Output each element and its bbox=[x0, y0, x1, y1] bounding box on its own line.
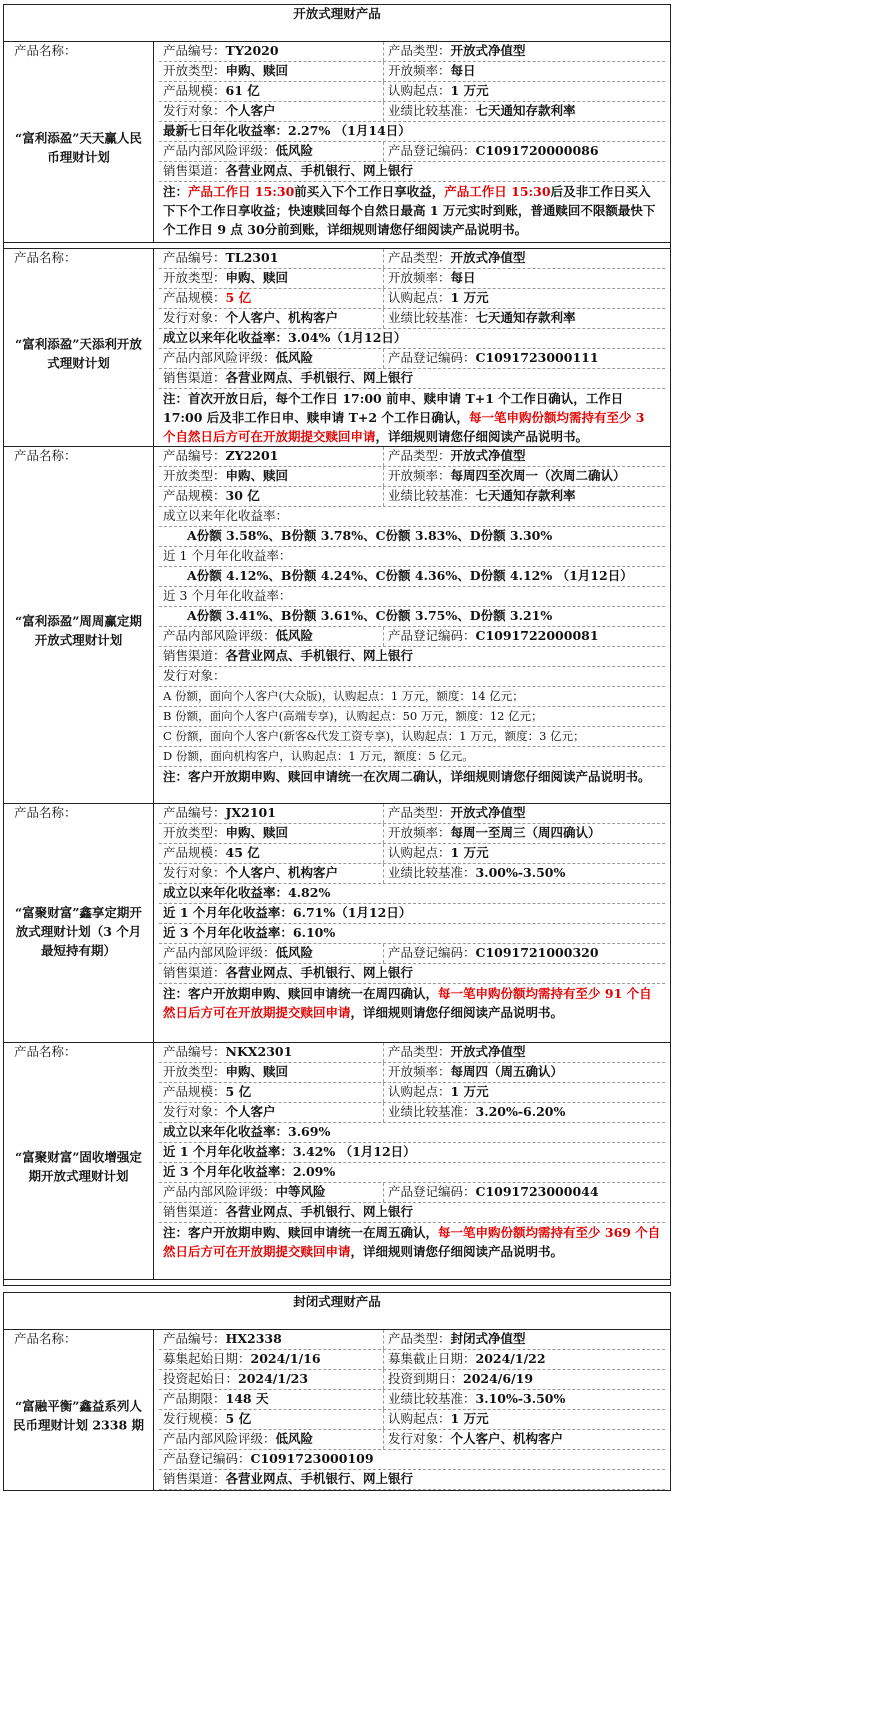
sales-channel: 各营业网点、手机银行、网上银行 bbox=[225, 965, 414, 980]
product-row-tl2301 bbox=[4, 249, 671, 447]
type-label: 产品类型： bbox=[388, 250, 451, 265]
type-label: 产品类型： bbox=[388, 1044, 451, 1059]
product-name: “富利添盈”周周赢定期开放式理财计划 bbox=[15, 613, 142, 648]
note-text: ，详细规则请您仔细阅读产品说明书。 bbox=[350, 1005, 564, 1020]
benchmark: 3.00%-3.50% bbox=[475, 865, 566, 880]
invest-end-date: 2024/6/19 bbox=[463, 1371, 534, 1386]
yield-line: 近 1 个月年化收益率：6.71%（1月12日） bbox=[159, 904, 665, 924]
min-label: 认购起点： bbox=[388, 1084, 451, 1099]
reg-code: C1091721000320 bbox=[475, 945, 599, 960]
bench-label: 业绩比较基准： bbox=[388, 1104, 476, 1119]
yield-label: 近 3 个月年化收益率： bbox=[159, 587, 665, 607]
product-note bbox=[159, 1223, 665, 1261]
invest-start-date: 2024/1/23 bbox=[238, 1371, 309, 1386]
sales-channel: 各营业网点、手机银行、网上银行 bbox=[225, 648, 414, 663]
product-type: 封闭式净值型 bbox=[450, 1331, 526, 1346]
open-type: 申购、赎回 bbox=[225, 1064, 289, 1079]
benchmark: 七天通知存款利率 bbox=[475, 488, 576, 503]
scale-label: 发行规模： bbox=[163, 1411, 226, 1426]
open-type-label: 开放类型： bbox=[163, 1064, 226, 1079]
reg-code: C1091723000109 bbox=[250, 1451, 374, 1466]
code-label: 产品编号： bbox=[163, 1331, 226, 1346]
min-amount: 1 万元 bbox=[450, 1084, 489, 1099]
target-share-d: D 份额，面向机构客户，认购起点：1 万元，额度：5 亿元。 bbox=[159, 747, 665, 767]
product-name: “富融平衡”鑫益系列人民币理财计划 2338 期 bbox=[13, 1398, 144, 1433]
sales-channel: 各营业网点、手机银行、网上银行 bbox=[225, 370, 414, 385]
note-text: ，详细规则请您仔细阅读产品说明书。 bbox=[375, 429, 589, 444]
target-label: 发行对象： bbox=[163, 1104, 226, 1119]
product-code: HX2338 bbox=[225, 1331, 282, 1346]
product-name: “富利添盈”天天赢人民币理财计划 bbox=[15, 130, 142, 165]
product-name-cell bbox=[4, 249, 154, 447]
product-name-label: 产品名称： bbox=[14, 1331, 77, 1346]
closed-section-title: 封闭式理财产品 bbox=[4, 1293, 671, 1330]
note-text: 前买入下个工作日享收益， bbox=[294, 184, 445, 199]
product-code: TY2020 bbox=[225, 43, 279, 58]
target-label: 发行对象： bbox=[163, 865, 226, 880]
scale-label: 产品规模： bbox=[163, 83, 226, 98]
product-row-ty2020 bbox=[4, 42, 671, 243]
yield-line: 成立以来年化收益率：3.04%（1月12日） bbox=[159, 329, 665, 349]
min-label: 认购起点： bbox=[388, 845, 451, 860]
bench-label: 业绩比较基准： bbox=[388, 103, 476, 118]
open-frequency: 每周四至次周一（次周二确认） bbox=[450, 468, 626, 483]
product-scale: 45 亿 bbox=[225, 845, 260, 860]
channel-label: 销售渠道： bbox=[163, 648, 226, 663]
risk-label: 产品内部风险评级： bbox=[163, 945, 276, 960]
term-label: 产品期限： bbox=[163, 1391, 226, 1406]
risk-label: 产品内部风险评级： bbox=[163, 1184, 276, 1199]
product-type: 开放式净值型 bbox=[450, 1044, 526, 1059]
freq-label: 开放频率： bbox=[388, 468, 451, 483]
note-text: 注：客户开放期申购、赎回申请统一在周五确认， bbox=[163, 1225, 439, 1240]
code-label: 产品编号： bbox=[163, 805, 226, 820]
product-name-label: 产品名称： bbox=[14, 805, 77, 820]
product-type: 开放式净值型 bbox=[450, 43, 526, 58]
target-clients: 个人客户 bbox=[225, 1104, 276, 1119]
product-name-cell bbox=[4, 42, 154, 243]
min-amount: 1 万元 bbox=[450, 83, 489, 98]
open-frequency: 每日 bbox=[450, 63, 476, 78]
risk-label: 产品内部风险评级： bbox=[163, 350, 276, 365]
freq-label: 开放频率： bbox=[388, 1064, 451, 1079]
product-row-jx2101 bbox=[4, 804, 671, 1043]
open-frequency: 每周四（周五确认） bbox=[450, 1064, 564, 1079]
open-type: 申购、赎回 bbox=[225, 270, 289, 285]
issue-scale: 5 亿 bbox=[225, 1411, 252, 1426]
raise-end-date: 2024/1/22 bbox=[475, 1351, 546, 1366]
scale-label: 产品规模： bbox=[163, 845, 226, 860]
product-type: 开放式净值型 bbox=[450, 250, 526, 265]
reg-code: C1091723000111 bbox=[475, 350, 599, 365]
target-clients: 个人客户、机构客户 bbox=[225, 865, 339, 880]
benchmark: 七天通知存款利率 bbox=[475, 103, 576, 118]
benchmark: 3.20%-6.20% bbox=[475, 1104, 566, 1119]
yield-line: 近 3 个月年化收益率：6.10% bbox=[159, 924, 665, 944]
row-separator bbox=[4, 1280, 671, 1286]
product-row-zy2201 bbox=[4, 447, 671, 804]
code-label: 产品编号： bbox=[163, 448, 226, 463]
target-clients: 个人客户 bbox=[225, 103, 276, 118]
target-share-c: C 份额，面向个人客户(新客&代发工资专享)，认购起点：1 万元，额度：3 亿元； bbox=[159, 727, 665, 747]
open-type: 申购、赎回 bbox=[225, 825, 289, 840]
risk-level: 低风险 bbox=[275, 1431, 314, 1446]
product-details bbox=[154, 804, 671, 1043]
sales-channel: 各营业网点、手机银行、网上银行 bbox=[225, 163, 414, 178]
product-name-label: 产品名称： bbox=[14, 43, 77, 58]
open-type-label: 开放类型： bbox=[163, 63, 226, 78]
yield-values: A份额 4.12%、B份额 4.24%、C份额 4.36%、D份额 4.12% （1月12日） bbox=[159, 567, 665, 587]
closed-products-table bbox=[3, 1292, 671, 1491]
note-highlight: 产品工作日 15:30 bbox=[444, 184, 551, 199]
reg-code: C1091720000086 bbox=[475, 143, 599, 158]
reg-label: 产品登记编码： bbox=[388, 945, 476, 960]
product-scale: 30 亿 bbox=[225, 488, 260, 503]
yield-line: 最新七日年化收益率：2.27% （1月14日） bbox=[159, 122, 665, 142]
target-clients: 个人客户、机构客户 bbox=[450, 1431, 564, 1446]
freq-label: 开放频率： bbox=[388, 63, 451, 78]
channel-label: 销售渠道： bbox=[163, 965, 226, 980]
target-share-a: A 份额，面向个人客户(大众版)，认购起点：1 万元，额度：14 亿元； bbox=[159, 687, 665, 707]
product-scale: 5 亿 bbox=[225, 1084, 252, 1099]
channel-label: 销售渠道： bbox=[163, 370, 226, 385]
note-highlight: 产品工作日 15:30 bbox=[188, 184, 295, 199]
open-frequency: 每周一至周三（周四确认） bbox=[450, 825, 601, 840]
note-highlight: 每一笔申购份额均需持有至少 369 个自然日后方可在开放期提交赎回申请 bbox=[163, 1225, 661, 1259]
target-label: 发行对象： bbox=[159, 667, 665, 687]
product-name-label: 产品名称： bbox=[14, 250, 77, 265]
min-amount: 1 万元 bbox=[450, 290, 489, 305]
risk-label: 产品内部风险评级： bbox=[163, 628, 276, 643]
product-code: NKX2301 bbox=[225, 1044, 293, 1059]
product-note bbox=[159, 984, 665, 1022]
type-label: 产品类型： bbox=[388, 43, 451, 58]
reg-label: 产品登记编码： bbox=[388, 143, 476, 158]
target-label: 发行对象： bbox=[163, 310, 226, 325]
note-text: 注：客户开放期申购、赎回申请统一在周四确认， bbox=[163, 986, 439, 1001]
scale-label: 产品规模： bbox=[163, 1084, 226, 1099]
type-label: 产品类型： bbox=[388, 805, 451, 820]
bench-label: 业绩比较基准： bbox=[388, 865, 476, 880]
product-name-cell bbox=[4, 804, 154, 1043]
code-label: 产品编号： bbox=[163, 1044, 226, 1059]
raise-end-label: 募集截止日期： bbox=[388, 1351, 476, 1366]
yield-line: 成立以来年化收益率：3.69% bbox=[159, 1123, 665, 1143]
product-scale: 5 亿 bbox=[225, 290, 252, 305]
note-highlight: 每一笔申购份额均需持有至少 91 个自然日后方可在开放期提交赎回申请 bbox=[163, 986, 652, 1020]
yield-label: 成立以来年化收益率： bbox=[159, 507, 665, 527]
product-details bbox=[154, 447, 671, 804]
reg-label: 产品登记编码： bbox=[163, 1451, 251, 1466]
open-products-table bbox=[3, 4, 671, 1286]
risk-level: 低风险 bbox=[275, 143, 314, 158]
min-label: 认购起点： bbox=[388, 290, 451, 305]
product-name: “富利添盈”天添利开放式理财计划 bbox=[15, 336, 142, 371]
open-type: 申购、赎回 bbox=[225, 63, 289, 78]
product-name-label: 产品名称： bbox=[14, 1044, 77, 1059]
scale-label: 产品规模： bbox=[163, 290, 226, 305]
invest-start-label: 投资起始日： bbox=[163, 1371, 239, 1386]
raise-start-date: 2024/1/16 bbox=[250, 1351, 321, 1366]
channel-label: 销售渠道： bbox=[163, 163, 226, 178]
min-amount: 1 万元 bbox=[450, 845, 489, 860]
note-text: 注：首次开放日后，每个工作日 17:00 前申、赎申请 T+1 个工作日确认，工作日 17:00 后及非工作日申、赎申请 T+2 个工作日确认， bbox=[163, 391, 624, 425]
product-sheet bbox=[3, 4, 671, 1491]
yield-line: 成立以来年化收益率：4.82% bbox=[159, 884, 665, 904]
target-label: 发行对象： bbox=[388, 1431, 451, 1446]
product-name-label: 产品名称： bbox=[14, 448, 77, 463]
yield-values: A份额 3.41%、B份额 3.61%、C份额 3.75%、D份额 3.21% bbox=[159, 607, 665, 627]
product-type: 开放式净值型 bbox=[450, 805, 526, 820]
code-label: 产品编号： bbox=[163, 250, 226, 265]
product-type: 开放式净值型 bbox=[450, 448, 526, 463]
product-note bbox=[159, 182, 665, 239]
risk-level: 低风险 bbox=[275, 628, 314, 643]
note-text: 后及非工作日买入下下个工作日享收益；快速赎回每个自然日最高 1 万元实时到账，普通赎回不限额最快下个工作日 9 点 30分前到账，详细规则请您仔细阅读产品说明书。 bbox=[163, 184, 656, 237]
bench-label: 业绩比较基准： bbox=[388, 310, 476, 325]
code-label: 产品编号： bbox=[163, 43, 226, 58]
sales-channel: 各营业网点、手机银行、网上银行 bbox=[225, 1471, 414, 1486]
min-amount: 1 万元 bbox=[450, 1411, 489, 1426]
yield-line: 近 3 个月年化收益率：2.09% bbox=[159, 1163, 665, 1183]
benchmark: 3.10%-3.50% bbox=[475, 1391, 566, 1406]
open-section-title: 开放式理财产品 bbox=[4, 5, 671, 42]
product-term: 148 天 bbox=[225, 1391, 269, 1406]
type-label: 产品类型： bbox=[388, 1331, 451, 1346]
product-scale: 61 亿 bbox=[225, 83, 260, 98]
reg-label: 产品登记编码： bbox=[388, 350, 476, 365]
product-code: JX2101 bbox=[225, 805, 276, 820]
product-name: “富聚财富”鑫享定期开放式理财计划（3 个月最短持有期） bbox=[15, 905, 142, 959]
note-text: ，详细规则请您仔细阅读产品说明书。 bbox=[350, 1244, 564, 1259]
reg-code: C1091722000081 bbox=[475, 628, 599, 643]
target-clients: 个人客户、机构客户 bbox=[225, 310, 339, 325]
risk-level: 低风险 bbox=[275, 945, 314, 960]
product-note: 注：客户开放期申购、赎回申请统一在次周二确认，详细规则请您仔细阅读产品说明书。 bbox=[163, 769, 651, 784]
product-details bbox=[154, 1330, 671, 1491]
product-code: ZY2201 bbox=[225, 448, 279, 463]
risk-level: 中等风险 bbox=[275, 1184, 326, 1199]
sales-channel: 各营业网点、手机银行、网上银行 bbox=[225, 1204, 414, 1219]
bench-label: 业绩比较基准： bbox=[388, 488, 476, 503]
open-type-label: 开放类型： bbox=[163, 468, 226, 483]
scale-label: 产品规模： bbox=[163, 488, 226, 503]
freq-label: 开放频率： bbox=[388, 270, 451, 285]
open-type-label: 开放类型： bbox=[163, 270, 226, 285]
bench-label: 业绩比较基准： bbox=[388, 1391, 476, 1406]
product-name-cell bbox=[4, 447, 154, 804]
type-label: 产品类型： bbox=[388, 448, 451, 463]
product-details bbox=[154, 1043, 671, 1280]
benchmark: 七天通知存款利率 bbox=[475, 310, 576, 325]
freq-label: 开放频率： bbox=[388, 825, 451, 840]
product-note bbox=[159, 389, 665, 446]
open-type-label: 开放类型： bbox=[163, 825, 226, 840]
note-text: 注： bbox=[163, 184, 189, 199]
reg-label: 产品登记编码： bbox=[388, 1184, 476, 1199]
channel-label: 销售渠道： bbox=[163, 1471, 226, 1486]
open-frequency: 每日 bbox=[450, 270, 476, 285]
reg-code: C1091723000044 bbox=[475, 1184, 599, 1199]
yield-line: 近 1 个月年化收益率：3.42% （1月12日） bbox=[159, 1143, 665, 1163]
product-name: “富聚财富”固收增强定期开放式理财计划 bbox=[15, 1149, 142, 1184]
open-type: 申购、赎回 bbox=[225, 468, 289, 483]
min-label: 认购起点： bbox=[388, 1411, 451, 1426]
risk-label: 产品内部风险评级： bbox=[163, 1431, 276, 1446]
product-details bbox=[154, 42, 671, 243]
min-label: 认购起点： bbox=[388, 83, 451, 98]
yield-values: A份额 3.58%、B份额 3.78%、C份额 3.83%、D份额 3.30% bbox=[159, 527, 665, 547]
invest-end-label: 投资到期日： bbox=[388, 1371, 464, 1386]
note-highlight: 每一笔申购份额均需持有至少 3 个自然日后方可在开放期提交赎回申请 bbox=[163, 410, 645, 444]
product-code: TL2301 bbox=[225, 250, 279, 265]
channel-label: 销售渠道： bbox=[163, 1204, 226, 1219]
target-share-b: B 份额，面向个人客户(高端专享)，认购起点：50 万元，额度：12 亿元； bbox=[159, 707, 665, 727]
yield-label: 近 1 个月年化收益率： bbox=[159, 547, 665, 567]
risk-level: 低风险 bbox=[275, 350, 314, 365]
target-label: 发行对象： bbox=[163, 103, 226, 118]
reg-label: 产品登记编码： bbox=[388, 628, 476, 643]
product-row-nkx2301 bbox=[4, 1043, 671, 1280]
product-name-cell bbox=[4, 1330, 154, 1491]
product-name-cell bbox=[4, 1043, 154, 1280]
raise-start-label: 募集起始日期： bbox=[163, 1351, 251, 1366]
product-row-hx2338 bbox=[4, 1330, 671, 1491]
risk-label: 产品内部风险评级： bbox=[163, 143, 276, 158]
product-details bbox=[154, 249, 671, 447]
